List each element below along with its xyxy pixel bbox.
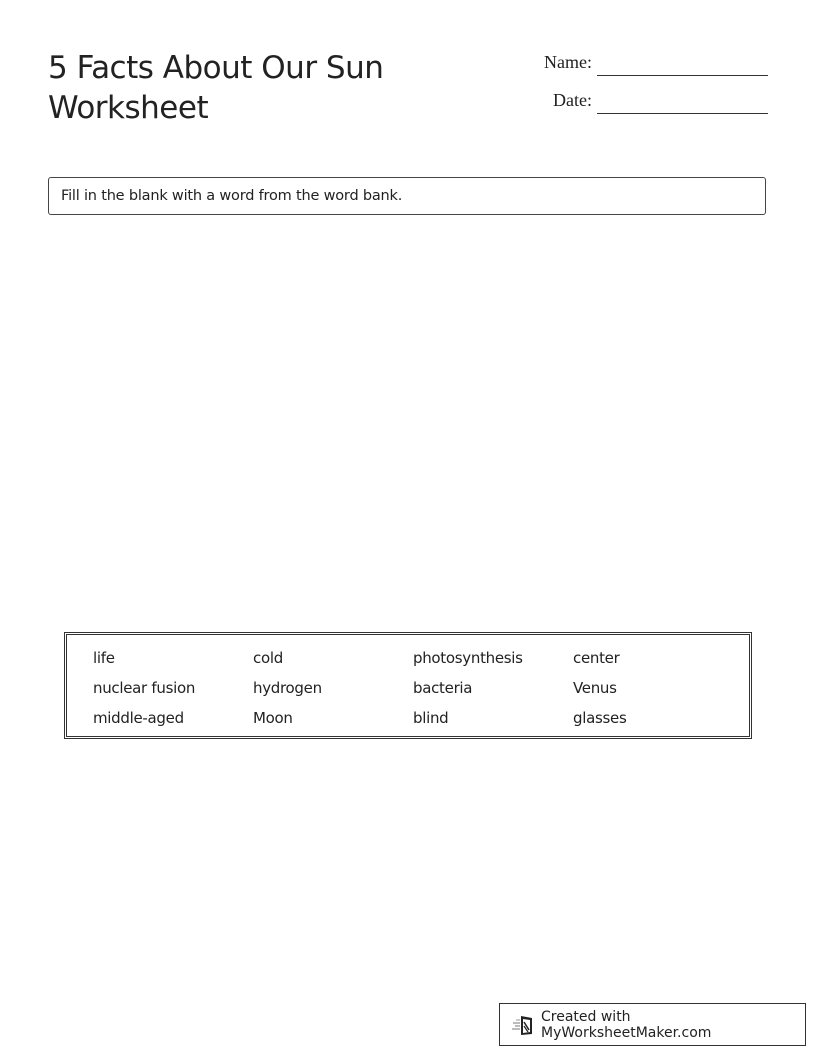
created-with-text: Created with MyWorksheetMaker.com	[541, 1008, 712, 1041]
created-with-badge[interactable]	[499, 1003, 806, 1046]
worksheet-maker-logo-icon	[512, 1014, 536, 1036]
date-blank-line	[597, 113, 768, 114]
date-field	[520, 90, 770, 128]
name-label: Name:	[544, 52, 592, 72]
word-bank-item: bacteria	[413, 679, 473, 697]
date-label: Date:	[553, 90, 592, 110]
word-bank-item: glasses	[573, 709, 627, 727]
word-bank-item: Moon	[253, 709, 293, 727]
word-bank-item: center	[573, 649, 620, 667]
word-bank-item: nuclear fusion	[93, 679, 196, 697]
word-bank-item: Venus	[573, 679, 617, 697]
word-bank-grid	[93, 645, 733, 735]
name-field	[520, 52, 770, 90]
worksheet-title: 5 Facts About Our Sun Worksheet	[48, 50, 384, 126]
word-bank-item: middle-aged	[93, 709, 184, 727]
word-bank	[64, 632, 752, 739]
name-blank-line	[597, 75, 768, 76]
student-info-fields	[520, 52, 770, 128]
word-bank-item: life	[93, 649, 115, 667]
instructions-box: Fill in the blank with a word from the word bank.	[48, 177, 766, 215]
word-bank-item: blind	[413, 709, 449, 727]
word-bank-item: photosynthesis	[413, 649, 523, 667]
word-bank-item: cold	[253, 649, 283, 667]
word-bank-item: hydrogen	[253, 679, 322, 697]
